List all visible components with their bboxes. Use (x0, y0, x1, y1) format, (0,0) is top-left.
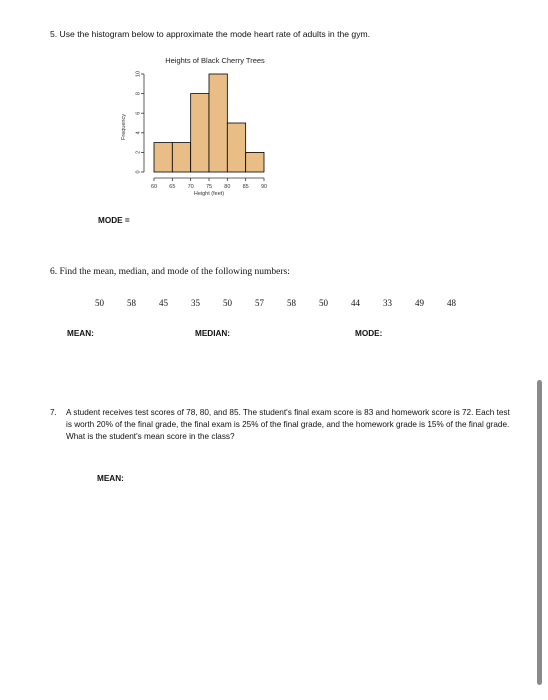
histogram-svg (110, 52, 300, 212)
question-5-mode-label: MODE = (98, 216, 130, 225)
x-tick-label: 60 (150, 184, 158, 190)
y-tick-label: 6 (135, 111, 142, 115)
chart-title: Heights of Black Cherry Trees (165, 56, 265, 65)
y-tick-label: 4 (135, 131, 142, 135)
histogram-bar (209, 74, 227, 172)
number-item: 48 (447, 298, 456, 308)
number-item: 49 (415, 298, 424, 308)
x-tick-label: 90 (260, 184, 268, 190)
scrollbar[interactable] (537, 380, 542, 685)
histogram-chart (110, 52, 300, 212)
y-tick-label: 10 (135, 70, 142, 78)
x-tick-label: 70 (187, 184, 194, 190)
y-axis-label: Frequency (121, 114, 127, 140)
x-tick-label: 75 (205, 184, 213, 190)
number-item: 58 (127, 298, 136, 308)
question-6-text: 6. Find the mean, median, and mode of the following numbers: (50, 267, 290, 277)
histogram-bar (172, 143, 190, 172)
histogram-bar (191, 94, 209, 172)
question-7-mean-label: MEAN: (97, 474, 124, 483)
number-item: 35 (191, 298, 200, 308)
number-item: 44 (351, 298, 360, 308)
y-tick-label: 0 (135, 170, 142, 174)
x-axis-label: Height (feet) (193, 191, 225, 197)
y-tick-label: 2 (135, 150, 142, 154)
number-item: 50 (95, 298, 104, 308)
question-6-median-label: MEDIAN: (195, 329, 231, 338)
question-5-text: 5. Use the histogram below to approximate the mode heart rate of adults in the gym. (50, 29, 371, 39)
question-7-number: 7. (50, 408, 57, 417)
question-6-mean-label: MEAN: (67, 329, 94, 338)
number-item: 57 (255, 298, 264, 308)
histogram-bar (154, 143, 172, 172)
x-tick-label: 80 (224, 184, 231, 190)
number-item: 50 (319, 298, 328, 308)
histogram-bar (246, 152, 264, 172)
number-item: 33 (383, 298, 392, 308)
x-tick-label: 65 (169, 184, 176, 190)
question-7 (50, 407, 510, 443)
x-tick-label: 85 (242, 184, 249, 190)
number-item: 58 (287, 298, 296, 308)
number-item: 50 (223, 298, 232, 308)
question-6-mode-label: MODE: (355, 329, 383, 338)
y-tick-label: 8 (135, 92, 142, 96)
histogram-bar (227, 123, 245, 172)
question-7-text: A student receives test scores of 78, 80, and 85. The student's final exam score is 83 and homework score is 72. Each test is worth 20% of the final grade, the final exam is 25% of the final grade, and the homework grade is 15% of the final grade. What is the student's mean score in the class? (66, 408, 510, 441)
number-item: 45 (159, 298, 168, 308)
